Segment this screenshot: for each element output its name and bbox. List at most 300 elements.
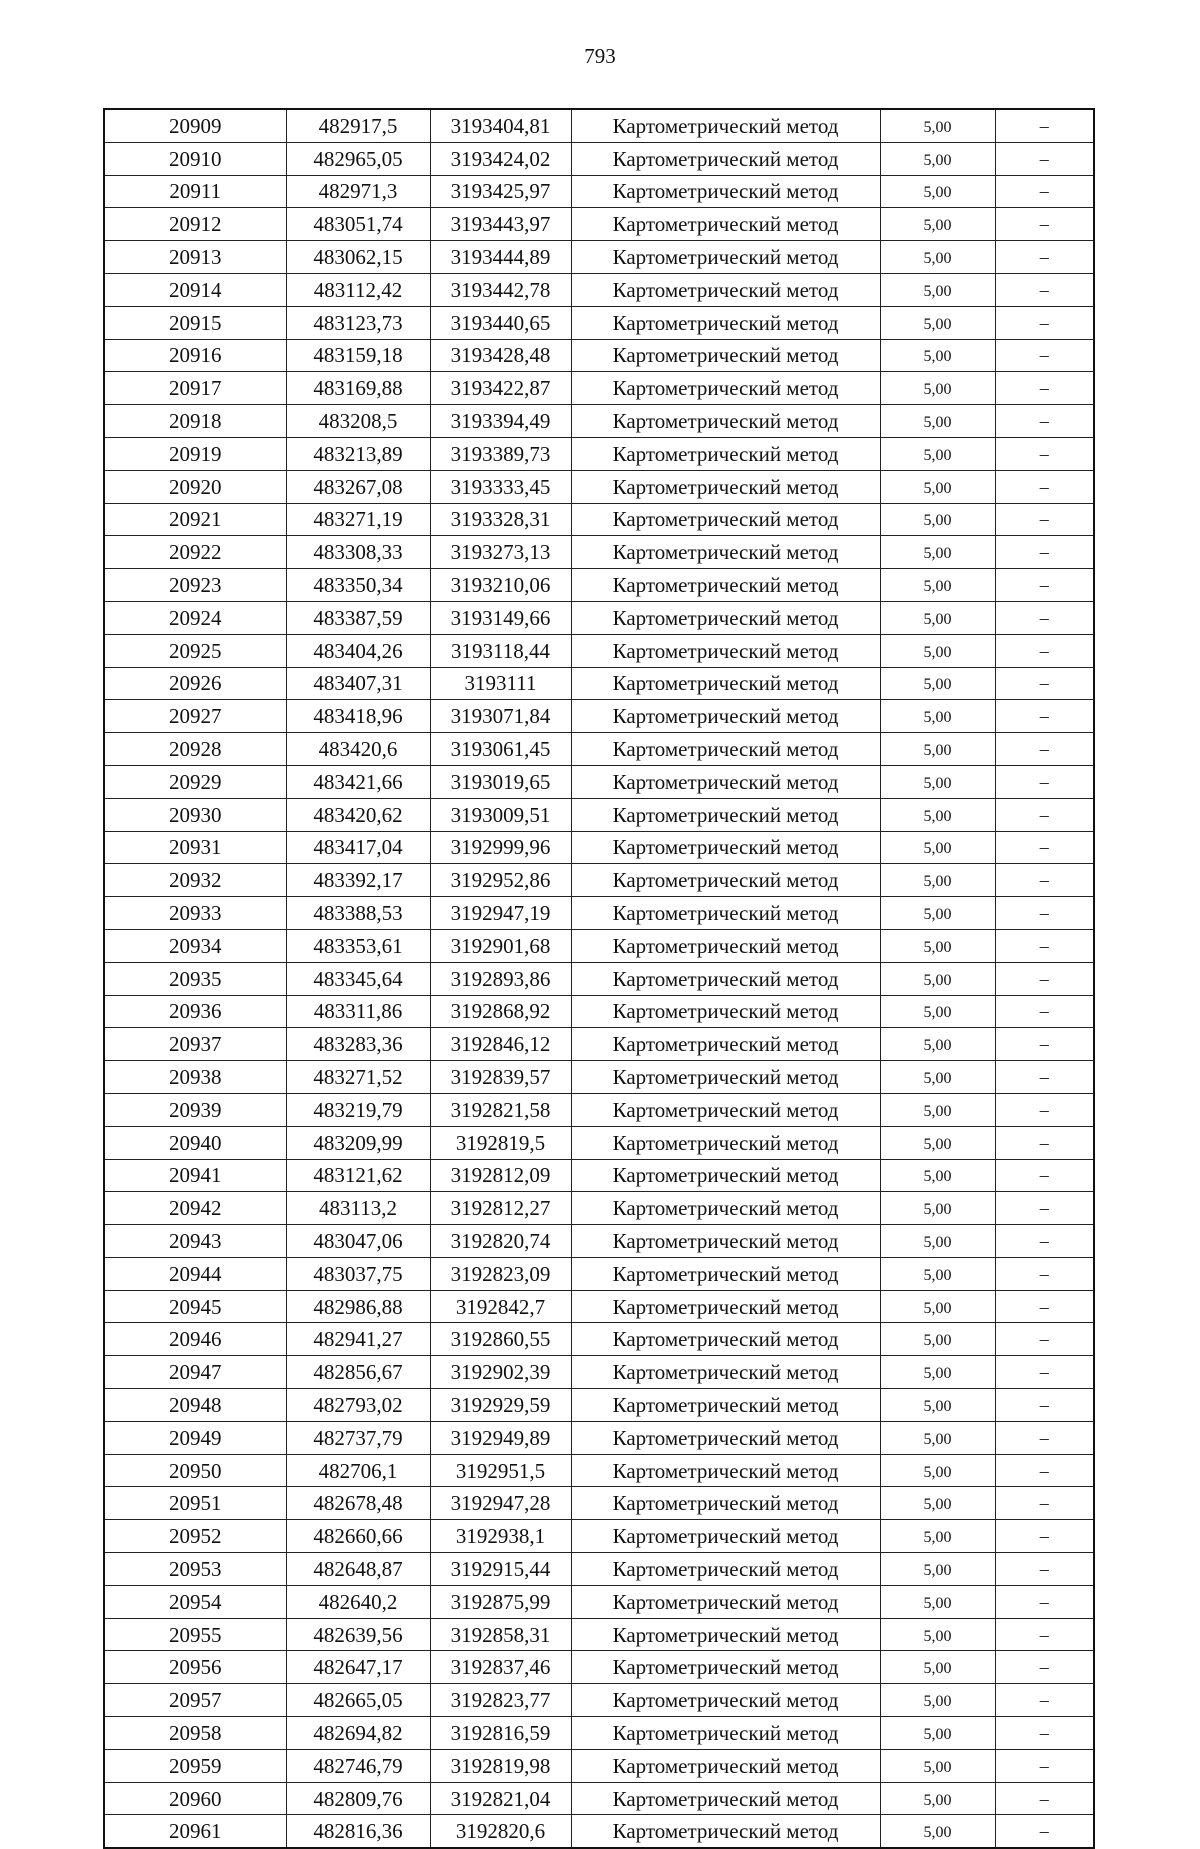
- method-cell: Картометрический метод: [571, 470, 880, 503]
- accuracy-cell: 5,00: [880, 1257, 995, 1290]
- y-coordinate-cell: 3193443,97: [430, 208, 571, 241]
- x-coordinate-cell: 483123,73: [286, 306, 430, 339]
- point-number-cell: 20951: [104, 1487, 286, 1520]
- table-row: [104, 109, 1094, 142]
- method-cell: Картометрический метод: [571, 405, 880, 438]
- point-number-cell: 20921: [104, 503, 286, 536]
- point-number-cell: 20947: [104, 1356, 286, 1389]
- accuracy-cell: 5,00: [880, 831, 995, 864]
- table-row: [104, 1553, 1094, 1586]
- x-coordinate-cell: 483404,26: [286, 634, 430, 667]
- point-number-cell: 20953: [104, 1553, 286, 1586]
- accuracy-cell: 5,00: [880, 1389, 995, 1422]
- method-cell: Картометрический метод: [571, 1585, 880, 1618]
- table-row: [104, 339, 1094, 372]
- y-coordinate-cell: 3192821,04: [430, 1782, 571, 1815]
- note-cell: –: [995, 1585, 1094, 1618]
- method-cell: Картометрический метод: [571, 897, 880, 930]
- point-number-cell: 20909: [104, 109, 286, 142]
- note-cell: –: [995, 1618, 1094, 1651]
- y-coordinate-cell: 3193444,89: [430, 241, 571, 274]
- y-coordinate-cell: 3193404,81: [430, 109, 571, 142]
- table-row: [104, 864, 1094, 897]
- method-cell: Картометрический метод: [571, 1159, 880, 1192]
- method-cell: Картометрический метод: [571, 1290, 880, 1323]
- point-number-cell: 20923: [104, 569, 286, 602]
- accuracy-cell: 5,00: [880, 700, 995, 733]
- method-cell: Картометрический метод: [571, 634, 880, 667]
- table-row: [104, 372, 1094, 405]
- accuracy-cell: 5,00: [880, 1585, 995, 1618]
- x-coordinate-cell: 483219,79: [286, 1093, 430, 1126]
- point-number-cell: 20956: [104, 1651, 286, 1684]
- y-coordinate-cell: 3193061,45: [430, 733, 571, 766]
- y-coordinate-cell: 3192820,74: [430, 1225, 571, 1258]
- point-number-cell: 20918: [104, 405, 286, 438]
- point-number-cell: 20960: [104, 1782, 286, 1815]
- x-coordinate-cell: 483407,31: [286, 667, 430, 700]
- point-number-cell: 20934: [104, 929, 286, 962]
- method-cell: Картометрический метод: [571, 1651, 880, 1684]
- table-row: [104, 831, 1094, 864]
- method-cell: Картометрический метод: [571, 339, 880, 372]
- note-cell: –: [995, 142, 1094, 175]
- accuracy-cell: 5,00: [880, 962, 995, 995]
- x-coordinate-cell: 482647,17: [286, 1651, 430, 1684]
- y-coordinate-cell: 3193273,13: [430, 536, 571, 569]
- accuracy-cell: 5,00: [880, 1323, 995, 1356]
- y-coordinate-cell: 3193009,51: [430, 798, 571, 831]
- table-row: [104, 241, 1094, 274]
- point-number-cell: 20938: [104, 1061, 286, 1094]
- note-cell: –: [995, 1093, 1094, 1126]
- y-coordinate-cell: 3193071,84: [430, 700, 571, 733]
- method-cell: Картометрический метод: [571, 733, 880, 766]
- point-number-cell: 20946: [104, 1323, 286, 1356]
- y-coordinate-cell: 3193389,73: [430, 437, 571, 470]
- accuracy-cell: 5,00: [880, 1093, 995, 1126]
- point-number-cell: 20961: [104, 1815, 286, 1848]
- accuracy-cell: 5,00: [880, 798, 995, 831]
- point-number-cell: 20926: [104, 667, 286, 700]
- note-cell: –: [995, 437, 1094, 470]
- method-cell: Картометрический метод: [571, 798, 880, 831]
- x-coordinate-cell: 482737,79: [286, 1421, 430, 1454]
- point-number-cell: 20920: [104, 470, 286, 503]
- accuracy-cell: 5,00: [880, 995, 995, 1028]
- y-coordinate-cell: 3193019,65: [430, 765, 571, 798]
- point-number-cell: 20922: [104, 536, 286, 569]
- point-number-cell: 20916: [104, 339, 286, 372]
- method-cell: Картометрический метод: [571, 1520, 880, 1553]
- y-coordinate-cell: 3193424,02: [430, 142, 571, 175]
- y-coordinate-cell: 3192823,77: [430, 1684, 571, 1717]
- accuracy-cell: 5,00: [880, 470, 995, 503]
- note-cell: –: [995, 1126, 1094, 1159]
- note-cell: –: [995, 339, 1094, 372]
- note-cell: –: [995, 897, 1094, 930]
- x-coordinate-cell: 482917,5: [286, 109, 430, 142]
- point-number-cell: 20935: [104, 962, 286, 995]
- table-row: [104, 1782, 1094, 1815]
- x-coordinate-cell: 483392,17: [286, 864, 430, 897]
- x-coordinate-cell: 482986,88: [286, 1290, 430, 1323]
- table-row: [104, 1749, 1094, 1782]
- y-coordinate-cell: 3193149,66: [430, 601, 571, 634]
- x-coordinate-cell: 483345,64: [286, 962, 430, 995]
- table-row: [104, 273, 1094, 306]
- y-coordinate-cell: 3192929,59: [430, 1389, 571, 1422]
- x-coordinate-cell: 483350,34: [286, 569, 430, 602]
- note-cell: –: [995, 1782, 1094, 1815]
- accuracy-cell: 5,00: [880, 1717, 995, 1750]
- table-row: [104, 208, 1094, 241]
- note-cell: –: [995, 864, 1094, 897]
- point-number-cell: 20914: [104, 273, 286, 306]
- x-coordinate-cell: 483208,5: [286, 405, 430, 438]
- y-coordinate-cell: 3192951,5: [430, 1454, 571, 1487]
- note-cell: –: [995, 1487, 1094, 1520]
- note-cell: –: [995, 241, 1094, 274]
- x-coordinate-cell: 483037,75: [286, 1257, 430, 1290]
- note-cell: –: [995, 1553, 1094, 1586]
- note-cell: –: [995, 1159, 1094, 1192]
- method-cell: Картометрический метод: [571, 1553, 880, 1586]
- x-coordinate-cell: 483418,96: [286, 700, 430, 733]
- note-cell: –: [995, 1061, 1094, 1094]
- x-coordinate-cell: 482706,1: [286, 1454, 430, 1487]
- point-number-cell: 20931: [104, 831, 286, 864]
- x-coordinate-cell: 483121,62: [286, 1159, 430, 1192]
- point-number-cell: 20915: [104, 306, 286, 339]
- method-cell: Картометрический метод: [571, 765, 880, 798]
- table-row: [104, 601, 1094, 634]
- accuracy-cell: 5,00: [880, 1126, 995, 1159]
- y-coordinate-cell: 3193425,97: [430, 175, 571, 208]
- point-number-cell: 20933: [104, 897, 286, 930]
- accuracy-cell: 5,00: [880, 109, 995, 142]
- method-cell: Картометрический метод: [571, 372, 880, 405]
- accuracy-cell: 5,00: [880, 601, 995, 634]
- y-coordinate-cell: 3192893,86: [430, 962, 571, 995]
- x-coordinate-cell: 482971,3: [286, 175, 430, 208]
- x-coordinate-cell: 483209,99: [286, 1126, 430, 1159]
- point-number-cell: 20941: [104, 1159, 286, 1192]
- table-row: [104, 667, 1094, 700]
- y-coordinate-cell: 3193328,31: [430, 503, 571, 536]
- table-row: [104, 306, 1094, 339]
- table-row: [104, 437, 1094, 470]
- method-cell: Картометрический метод: [571, 601, 880, 634]
- method-cell: Картометрический метод: [571, 1487, 880, 1520]
- accuracy-cell: 5,00: [880, 175, 995, 208]
- point-number-cell: 20919: [104, 437, 286, 470]
- point-number-cell: 20944: [104, 1257, 286, 1290]
- y-coordinate-cell: 3192947,19: [430, 897, 571, 930]
- point-number-cell: 20910: [104, 142, 286, 175]
- coordinates-table: [103, 108, 1095, 1849]
- note-cell: –: [995, 405, 1094, 438]
- accuracy-cell: 5,00: [880, 273, 995, 306]
- x-coordinate-cell: 483213,89: [286, 437, 430, 470]
- y-coordinate-cell: 3192868,92: [430, 995, 571, 1028]
- method-cell: Картометрический метод: [571, 995, 880, 1028]
- table-row: [104, 1192, 1094, 1225]
- x-coordinate-cell: 483283,36: [286, 1028, 430, 1061]
- method-cell: Картометрический метод: [571, 109, 880, 142]
- accuracy-cell: 5,00: [880, 1454, 995, 1487]
- table-row: [104, 470, 1094, 503]
- note-cell: –: [995, 1651, 1094, 1684]
- y-coordinate-cell: 3193422,87: [430, 372, 571, 405]
- note-cell: –: [995, 470, 1094, 503]
- method-cell: Картометрический метод: [571, 1257, 880, 1290]
- point-number-cell: 20942: [104, 1192, 286, 1225]
- accuracy-cell: 5,00: [880, 667, 995, 700]
- table-row: [104, 175, 1094, 208]
- note-cell: –: [995, 1323, 1094, 1356]
- accuracy-cell: 5,00: [880, 1782, 995, 1815]
- accuracy-cell: 5,00: [880, 241, 995, 274]
- x-coordinate-cell: 483388,53: [286, 897, 430, 930]
- accuracy-cell: 5,00: [880, 1061, 995, 1094]
- y-coordinate-cell: 3192915,44: [430, 1553, 571, 1586]
- method-cell: Картометрический метод: [571, 929, 880, 962]
- x-coordinate-cell: 482665,05: [286, 1684, 430, 1717]
- y-coordinate-cell: 3192999,96: [430, 831, 571, 864]
- point-number-cell: 20949: [104, 1421, 286, 1454]
- point-number-cell: 20939: [104, 1093, 286, 1126]
- point-number-cell: 20930: [104, 798, 286, 831]
- point-number-cell: 20950: [104, 1454, 286, 1487]
- note-cell: –: [995, 1421, 1094, 1454]
- note-cell: –: [995, 667, 1094, 700]
- note-cell: –: [995, 1749, 1094, 1782]
- x-coordinate-cell: 482746,79: [286, 1749, 430, 1782]
- accuracy-cell: 5,00: [880, 1421, 995, 1454]
- accuracy-cell: 5,00: [880, 339, 995, 372]
- note-cell: –: [995, 503, 1094, 536]
- x-coordinate-cell: 483421,66: [286, 765, 430, 798]
- accuracy-cell: 5,00: [880, 864, 995, 897]
- point-number-cell: 20959: [104, 1749, 286, 1782]
- x-coordinate-cell: 482648,87: [286, 1553, 430, 1586]
- x-coordinate-cell: 482965,05: [286, 142, 430, 175]
- point-number-cell: 20952: [104, 1520, 286, 1553]
- accuracy-cell: 5,00: [880, 372, 995, 405]
- note-cell: –: [995, 765, 1094, 798]
- x-coordinate-cell: 483267,08: [286, 470, 430, 503]
- table-row: [104, 1684, 1094, 1717]
- y-coordinate-cell: 3192820,6: [430, 1815, 571, 1848]
- x-coordinate-cell: 482694,82: [286, 1717, 430, 1750]
- note-cell: –: [995, 733, 1094, 766]
- point-number-cell: 20954: [104, 1585, 286, 1618]
- table-row: [104, 1815, 1094, 1848]
- table-row: [104, 1520, 1094, 1553]
- point-number-cell: 20924: [104, 601, 286, 634]
- x-coordinate-cell: 483112,42: [286, 273, 430, 306]
- note-cell: –: [995, 798, 1094, 831]
- note-cell: –: [995, 1257, 1094, 1290]
- table-row: [104, 1454, 1094, 1487]
- x-coordinate-cell: 483420,62: [286, 798, 430, 831]
- table-row: [104, 1356, 1094, 1389]
- method-cell: Картометрический метод: [571, 864, 880, 897]
- note-cell: –: [995, 273, 1094, 306]
- accuracy-cell: 5,00: [880, 437, 995, 470]
- method-cell: Картометрический метод: [571, 208, 880, 241]
- accuracy-cell: 5,00: [880, 142, 995, 175]
- note-cell: –: [995, 1717, 1094, 1750]
- accuracy-cell: 5,00: [880, 733, 995, 766]
- note-cell: –: [995, 175, 1094, 208]
- point-number-cell: 20955: [104, 1618, 286, 1651]
- method-cell: Картометрический метод: [571, 1323, 880, 1356]
- note-cell: –: [995, 634, 1094, 667]
- method-cell: Картометрический метод: [571, 241, 880, 274]
- accuracy-cell: 5,00: [880, 1553, 995, 1586]
- y-coordinate-cell: 3192860,55: [430, 1323, 571, 1356]
- table-row: [104, 1389, 1094, 1422]
- x-coordinate-cell: 483271,52: [286, 1061, 430, 1094]
- table-row: [104, 733, 1094, 766]
- y-coordinate-cell: 3192938,1: [430, 1520, 571, 1553]
- accuracy-cell: 5,00: [880, 1749, 995, 1782]
- accuracy-cell: 5,00: [880, 634, 995, 667]
- method-cell: Картометрический метод: [571, 1126, 880, 1159]
- accuracy-cell: 5,00: [880, 306, 995, 339]
- accuracy-cell: 5,00: [880, 1618, 995, 1651]
- y-coordinate-cell: 3192947,28: [430, 1487, 571, 1520]
- table-row: [104, 1159, 1094, 1192]
- y-coordinate-cell: 3193111: [430, 667, 571, 700]
- method-cell: Картометрический метод: [571, 1684, 880, 1717]
- note-cell: –: [995, 1028, 1094, 1061]
- method-cell: Картометрический метод: [571, 1093, 880, 1126]
- method-cell: Картометрический метод: [571, 1749, 880, 1782]
- x-coordinate-cell: 482809,76: [286, 1782, 430, 1815]
- point-number-cell: 20928: [104, 733, 286, 766]
- note-cell: –: [995, 536, 1094, 569]
- table-row: [104, 798, 1094, 831]
- table-row: [104, 1487, 1094, 1520]
- table-row: [104, 929, 1094, 962]
- method-cell: Картометрический метод: [571, 1389, 880, 1422]
- x-coordinate-cell: 483308,33: [286, 536, 430, 569]
- table-row: [104, 765, 1094, 798]
- point-number-cell: 20932: [104, 864, 286, 897]
- y-coordinate-cell: 3192819,5: [430, 1126, 571, 1159]
- method-cell: Картометрический метод: [571, 1225, 880, 1258]
- note-cell: –: [995, 109, 1094, 142]
- accuracy-cell: 5,00: [880, 1815, 995, 1848]
- point-number-cell: 20927: [104, 700, 286, 733]
- method-cell: Картометрический метод: [571, 1421, 880, 1454]
- accuracy-cell: 5,00: [880, 1684, 995, 1717]
- x-coordinate-cell: 483051,74: [286, 208, 430, 241]
- x-coordinate-cell: 483113,2: [286, 1192, 430, 1225]
- table-row: [104, 634, 1094, 667]
- x-coordinate-cell: 483417,04: [286, 831, 430, 864]
- table-row: [104, 1290, 1094, 1323]
- method-cell: Картометрический метод: [571, 1061, 880, 1094]
- accuracy-cell: 5,00: [880, 1028, 995, 1061]
- point-number-cell: 20957: [104, 1684, 286, 1717]
- x-coordinate-cell: 483271,19: [286, 503, 430, 536]
- y-coordinate-cell: 3192837,46: [430, 1651, 571, 1684]
- x-coordinate-cell: 483047,06: [286, 1225, 430, 1258]
- note-cell: –: [995, 372, 1094, 405]
- y-coordinate-cell: 3193428,48: [430, 339, 571, 372]
- table-row: [104, 1093, 1094, 1126]
- y-coordinate-cell: 3193210,06: [430, 569, 571, 602]
- note-cell: –: [995, 1356, 1094, 1389]
- method-cell: Картометрический метод: [571, 1815, 880, 1848]
- y-coordinate-cell: 3192949,89: [430, 1421, 571, 1454]
- y-coordinate-cell: 3192952,86: [430, 864, 571, 897]
- accuracy-cell: 5,00: [880, 1290, 995, 1323]
- table-row: [104, 1585, 1094, 1618]
- page-number: 793: [584, 44, 616, 68]
- x-coordinate-cell: 483311,86: [286, 995, 430, 1028]
- accuracy-cell: 5,00: [880, 929, 995, 962]
- y-coordinate-cell: 3193333,45: [430, 470, 571, 503]
- x-coordinate-cell: 482640,2: [286, 1585, 430, 1618]
- x-coordinate-cell: 482660,66: [286, 1520, 430, 1553]
- accuracy-cell: 5,00: [880, 569, 995, 602]
- table-row: [104, 503, 1094, 536]
- y-coordinate-cell: 3192902,39: [430, 1356, 571, 1389]
- y-coordinate-cell: 3192821,58: [430, 1093, 571, 1126]
- method-cell: Картометрический метод: [571, 306, 880, 339]
- note-cell: –: [995, 995, 1094, 1028]
- y-coordinate-cell: 3192816,59: [430, 1717, 571, 1750]
- y-coordinate-cell: 3192812,27: [430, 1192, 571, 1225]
- y-coordinate-cell: 3192819,98: [430, 1749, 571, 1782]
- point-number-cell: 20958: [104, 1717, 286, 1750]
- point-number-cell: 20937: [104, 1028, 286, 1061]
- accuracy-cell: 5,00: [880, 1225, 995, 1258]
- coordinates-table-body: [104, 109, 1094, 1848]
- accuracy-cell: 5,00: [880, 1487, 995, 1520]
- point-number-cell: 20936: [104, 995, 286, 1028]
- table-row: [104, 1421, 1094, 1454]
- note-cell: –: [995, 1454, 1094, 1487]
- y-coordinate-cell: 3192846,12: [430, 1028, 571, 1061]
- method-cell: Картометрический метод: [571, 1028, 880, 1061]
- accuracy-cell: 5,00: [880, 765, 995, 798]
- table-row: [104, 536, 1094, 569]
- table-row: [104, 569, 1094, 602]
- x-coordinate-cell: 482678,48: [286, 1487, 430, 1520]
- table-row: [104, 142, 1094, 175]
- accuracy-cell: 5,00: [880, 1192, 995, 1225]
- table-row: [104, 1651, 1094, 1684]
- point-number-cell: 20929: [104, 765, 286, 798]
- accuracy-cell: 5,00: [880, 503, 995, 536]
- method-cell: Картометрический метод: [571, 536, 880, 569]
- method-cell: Картометрический метод: [571, 1356, 880, 1389]
- note-cell: –: [995, 831, 1094, 864]
- note-cell: –: [995, 208, 1094, 241]
- y-coordinate-cell: 3193118,44: [430, 634, 571, 667]
- table-row: [104, 405, 1094, 438]
- table-row: [104, 1717, 1094, 1750]
- table-row: [104, 1126, 1094, 1159]
- accuracy-cell: 5,00: [880, 1520, 995, 1553]
- note-cell: –: [995, 306, 1094, 339]
